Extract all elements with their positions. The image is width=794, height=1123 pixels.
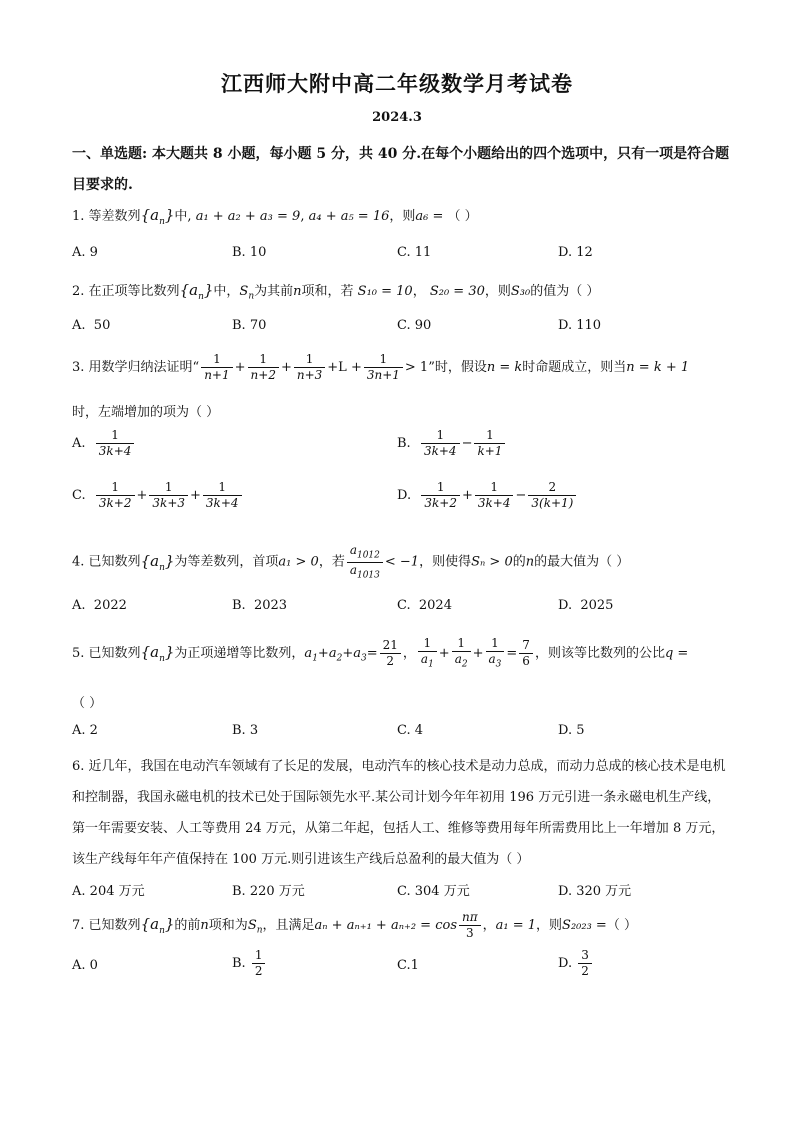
option-c[interactable]: C. 304 万元 [397, 884, 470, 899]
option-b[interactable]: B. 10 [232, 245, 267, 260]
question-4: 4. 已知数列$\{a_n\}$为等差数列，首项a₁ > 0，若 $\frac{a_{1012}}{a_{1013}}$ < −1，则使得Sₙ > 0的n的最大值为（ ） [72, 543, 630, 581]
option-a[interactable]: A. 2 [72, 723, 98, 738]
option-b[interactable]: B. $\frac{1}{3k+4}$ − $\frac{1}{k+1}$ [397, 428, 507, 459]
option-d[interactable]: D. 5 [558, 723, 585, 738]
exam-date: 2024.3 [372, 110, 422, 125]
question-3: 3. 用数学归纳法证明“ $\frac{1}{n+1}$ + $\frac{1}{n+2}$ + $\frac{1}{n+3}$ +L + $\frac{1}{3n+1}$ > 1”时，假设n = k时命题成立，则当n = k + 1 [72, 352, 690, 382]
question-2: 2. 在正项等比数列$\{a_n\}$中，$S_n$为其前n项和，若 S₁₀ = 10， S₂₀ = 30，则S₃₀的值为（ ） [72, 281, 600, 302]
option-b[interactable]: B. 220 万元 [232, 884, 305, 899]
option-a[interactable]: A. $\frac{1}{3k+4}$ [72, 428, 136, 459]
question-number: 1. [72, 209, 85, 224]
question-5-line2: （ ） [72, 696, 103, 711]
option-b[interactable]: B. $\frac{1}{2}$ [232, 948, 267, 979]
option-c[interactable]: C. 90 [397, 318, 432, 333]
question-5: 5. 已知数列$\{a_n\}$为正项递增等比数列，$a_1+a_2+a_3=$ $\frac{21}{2}$ ， $\frac{1}{a_1}$ + $\frac{1}{a_2}$ + $\frac{1}{a_3}$ = $\frac{7}{6}$ ，则该等比数列的公比q = [72, 636, 689, 670]
page-title: 江西师大附中高二年级数学月考试卷 [221, 71, 573, 96]
question-3-line2: 时，左端增加的项为（ ） [72, 405, 220, 420]
question-7: 7. 已知数列$\{a_n\}$的前n项和为$S_n$，且满足aₙ + aₙ₊₁ + aₙ₊₂ = cos $\frac{n\pi}{3}$ ，a₁ = 1，则S₂₀₂₃ =（ ） [72, 910, 637, 940]
option-b[interactable]: B. 2023 [232, 598, 288, 613]
option-c[interactable]: C.1 [397, 958, 419, 973]
option-c[interactable]: C. 2024 [397, 598, 452, 613]
condition-s10: S₁₀ = 10 [357, 284, 413, 299]
option-d[interactable]: D. 12 [558, 245, 593, 260]
option-d[interactable]: D. 110 [558, 318, 602, 333]
question-6: 6. 近几年，我国在电动汽车领域有了长足的发展，电动汽车的核心技术是动力总成，而动力总成的核心技术是电机和控制器，我国永磁电机的技术已处于国际领先水平.某公司计划今年年初用 196 万元引进一条永磁电机生产线，第一年需要安装、人工等费用 24 万元，从第二年起，包括人工、维修等费用每年所需费用比上一年增加 8 万元，该生产线每年年产值保持在 100 万元.则引进该生产线后总盈利的最大值为（ ） [72, 759, 726, 867]
option-d[interactable]: D. $\frac{3}{2}$ [558, 948, 594, 979]
option-a[interactable]: A. 9 [72, 245, 98, 260]
option-c[interactable]: C. 4 [397, 723, 424, 738]
option-c[interactable]: C. $\frac{1}{3k+2}$ + $\frac{1}{3k+3}$ + $\frac{1}{3k+4}$ [72, 480, 244, 511]
option-c[interactable]: C. 11 [397, 245, 432, 260]
condition-1: a₁ + a₂ + a₃ = 9 [195, 209, 301, 224]
option-d[interactable]: D. 320 万元 [558, 884, 632, 899]
condition-s20: S₂₀ = 30 [429, 284, 485, 299]
option-a[interactable]: A. 2022 [72, 598, 127, 613]
option-a[interactable]: A. 204 万元 [72, 884, 145, 899]
option-d[interactable]: D. 2025 [558, 598, 614, 613]
ask-expression: a₆ = [415, 209, 444, 224]
option-a[interactable]: A. 0 [72, 958, 98, 973]
condition-2: a₄ + a₅ = 16 [308, 209, 390, 224]
option-a[interactable]: A. 50 [72, 318, 111, 333]
question-1: 1. 等差数列$\{a_n\}$中, a₁ + a₂ + a₃ = 9, a₄ + a₅ = 16，则a₆ = （ ） [72, 206, 478, 227]
option-b[interactable]: B. 3 [232, 723, 259, 738]
sequence-notation: $\{a_n\}$ [140, 206, 175, 227]
section-heading: 一、单选题: 本大题共 8 小题，每小题 5 分，共 40 分.在每个小题给出的四个选项中，只有一项是符合题目要求的. [72, 146, 730, 193]
option-d[interactable]: D. $\frac{1}{3k+2}$ + $\frac{1}{3k+4}$ − $\frac{2}{3(k+1)}$ [397, 480, 578, 511]
option-b[interactable]: B. 70 [232, 318, 267, 333]
